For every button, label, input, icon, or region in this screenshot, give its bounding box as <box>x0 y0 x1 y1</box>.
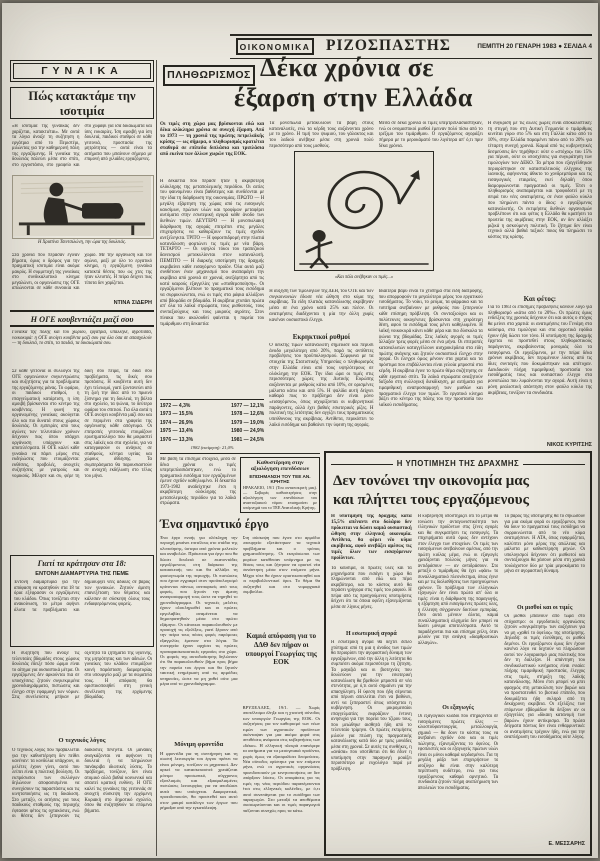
project-headline: Ένα σημαντικό έργο <box>160 517 269 531</box>
devaluation-subhead-exports: Οι εξαγωγές <box>442 705 474 711</box>
gynaika-body-mid: Στα χρόνια που πέρασαν έγιναν βήματα, όμως ο δρόμος για την πραγματική ισοτιμία είναι ακόμα μακρύς. Η συμμετοχή της γυναίκας στο συνδικαλιστικό κίνημα μεγαλώνει, οι οργανώσεις της ΟΓΕ απλώνονται σε κάθε συνοικία και χωριό. Με την οργάνωση και τον αγώνα, μαζί με όλο το εργατικό κίνημα, η εργαζόμενη γυναίκα κατακτά θέσεις που ως χτες της ήταν κλειστές. Η πείρα δείχνει πως τίποτα δεν χαρίζεται. <box>12 253 152 291</box>
gynaika-body-top: «Η ισοτιμία της γυναίκας δεν χαρίζεται, κατακτιέται». Με αυτά τα λόγια άνοιξε τη συζήτηση η εργάτρια από το Περιστέρι, μιλώντας για την καθημερινή πάλη της εργαζόμενης. Η γυναίκα της δουλειάς παλεύει μέσα στο σπίτι, στο εργοστάσιο, στο γραφείο και στο χωράφι για ίσα δικαιώματα και ίσες ευκαιρίες. Ίση αμοιβή για ίση δουλειά, παιδικοί σταθμοί σε κάθε γειτονιά, προστασία της μητρότητας — αυτά είναι τα αιτήματα που μπαίνουν σήμερα με επιμονή από χιλιάδες εργαζόμενες. <box>12 124 152 168</box>
devaluation-col-3 <box>504 514 585 849</box>
inflation-cartoon-drawing <box>295 152 433 270</box>
inflation-headline-line1: Δέκα χρόνια σε <box>260 53 434 82</box>
project-col-a <box>160 535 238 855</box>
devaluation-col3-text-b: Οι μισθοί μπαίνουν από τώρα στο στόχαστρο: οι εργοδοτικές οργανώσεις ζητούν «συγκράτηση» των αυξήσεων για να μη «χαθεί το όφελος» της υποτίμησης. Δηλαδή: οι τιμές ελεύθερες, οι μισθοί δεμένοι. Οι εργαζόμενοι όμως δεν έχουν κανένα λόγο να δεχτούν να πληρώσουν αυτοί τον λογαριασμό μιας πολιτικής που δεν τη διάλεξαν. Η απάντηση του συνδικαλιστικού κινήματος είναι ενιαία: πλήρης τιμαριθμική προστασία, έλεγχος στις τιμές, στήριξη της λαϊκής κατανάλωσης. Μόνο έτσι μπορεί να μπει φραγμός στη μετακύλιση των βαρών και να προστατευθεί το βιοτικό επίπεδο, που δοκιμάζεται ήδη σκληρά από τη δεκάχρονη ακρίβεια. Οι εξελίξεις των επόμενων εβδομάδων θα δείξουν αν οι εξαγγελίες για «δίκαιη κατανομή των βαρών» έχουν αντίκρισμα. Τα πρώτα δείγματα πάντως δεν είναι ενθαρρυντικά: οι ανατιμήσεις τρέχουν ήδη, ενώ για την αναπλήρωση του εισοδήματος ούτε λόγος. <box>504 614 585 740</box>
inflation-col4-text-a: Η σύγκριση με τις άλλες χώρες είναι αποκαλυπτική: τη στιγμή που στη Δυτική Γερμανία ο τιμάριθμος κινείται γύρω στο 5% και στη Γαλλία κάτω από το 10%, στην Ελλάδα παραμένει πάνω από το 20% για τέταρτη συνεχή χρονιά. Καμιά από τις κυβερνητικές δεσμεύσεις δεν τηρήθηκε: ούτε ο «στόχος» του 15% για πέρυσι, ούτε οι υποσχέσεις για συγκράτηση των τιμολογίων των ΔΕΚΟ. Τα μέτρα που εξαγγέλθηκαν περιορίστηκαν σε κατασταλτικούς ελέγχους της λιανικής, αφήνοντας άθικτο το χονδρεμπόριο και τις εισαγωγικές εταιρείες, εκεί δηλαδή όπου διαμορφώνονται πραγματικά οι τιμές. Έτσι ο πληθωρισμός αναπαράγεται και τροφοδοτεί με τη σειρά του νέες ανατιμήσεις, σε έναν φαύλο κύκλο που πληρώνει πάντα ο ίδιος: ο εργαζόμενος καταναλωτής. Οι εκτιμήσεις διεθνών οργανισμών προβλέπουν ότι και φέτος η Ελλάδα θα κρατήσει τα πρωτεία της ακρίβειας στην ΕΟΚ, αν δεν αλλάξει ριζικά η ασκούμενη πολιτική. Το ζήτημα δεν είναι τεχνικό αλλά βαθιά ταξικό: ποιος θα πληρώσει το κόστος της κρίσης. <box>487 121 592 241</box>
gynaika-section-title: ΓΥΝΑΙΚΑ <box>13 63 151 79</box>
column-divider-rule <box>156 60 157 856</box>
project-article-body <box>160 535 320 855</box>
cartoon-caption: «Και πάλι ανέβηκαν οι τιμές...» <box>334 275 394 280</box>
inflation-col3-text-a: Μέσα σε δέκα χρόνια οι τιμές υπερτριπλασιάστηκαν, ενώ οι ονομαστικοί μισθοί έμειναν πολύ πίσω από το τρέξιμο του τιμάριθμου. Ο εργαζόμενος αγοράζει σήμερα με το μεροκάματό του λιγότερα απ' ό,τι πριν δέκα χρόνια. <box>378 121 483 149</box>
eok-headline: Καμιά απόφαση για το ΔΔΘ δεν πήραν οι υπουργοί Γεωργίας της ΕΟΚ <box>245 632 317 667</box>
devaluation-col2-text-a: Η κυβέρνηση υποστηρίζει ότι το μέτρο θα τονώσει την ανταγωνιστικότητα των ελληνικών προϊόντων στις ξένες αγορές και θα συγκρατήσει τις εισαγωγές. Τα επιχειρήματα αυτά όμως δεν αντέχουν στον έλεγχο των στοιχείων. Οι τιμές των εισαγόμενων ανεβαίνουν αμέσως, από την πρώτη κιόλας μέρα, ενώ οι εξαγωγές χρειάζονται πολλούς μήνες για να αντιδράσουν — αν αντιδράσουν. Στο μεταξύ ο τιμάριθμος θα έχει «φάει» το συναλλαγματικό πλεονέκτημα, όπως έγινε και με τις διολισθήσεις των προηγούμενων χρόνων. Το πρόβλημα των ελληνικών εξαγωγών δεν είναι πρώτα απ' όλα οι τιμές: είναι η διάρθρωση της παραγωγής, η εξάρτηση από εισαγόμενες πρώτες ύλες, η έλλειψη σύγχρονων δικτύων εμπορίας. Όσο αυτά μένουν άλυτα, καμιά συναλλαγματική αλχημεία δεν μπορεί να δώσει μόνιμα αποτελέσματα. Αυτό το παραδέχονται πια και επίσημα χείλη, όταν μιλούν για την ανάγκη «διαρθρωτικών αλλαγών». <box>417 514 499 646</box>
oge-section-header: Η ΟΓΕ κουβεντιάζει μαζί σου <box>10 310 154 327</box>
devaluation-box-header <box>331 458 585 470</box>
devaluation-subhead-wages: Οι μισθοί και οι τιμές <box>516 605 573 611</box>
project-col-a-top: Ένα έργο πνοής για ολόκληρη την περιοχή μπαίνει επιτέλους στο στάδιο της υλοποίησης, ύστερα από χρόνια μελετών και αναβολών. Πρόκειται για έργο που θα δώσει δουλειά σε εκατοντάδες εργαζόμενους στη διάρκεια της κατασκευής του και θα αλλάξει τη φυσιογνωμία της περιοχής. Οι πιστώσεις που έχουν εγγραφεί στον προϋπολογισμό κρίνονται πάντως ανεπαρκείς από τους φορείς, που ζητούν την άμεση αναπροσαρμογή τους ώστε να τηρηθεί το χρονοδιάγραμμα. Οι τεχνικές μελέτες έχουν ολοκληρωθεί και οι πρώτες εργολαβίες αναμένεται να δημοπρατηθούν μέσα στο πρώτο εξάμηνο. Οι κάτοικοι παρακολουθούν με προσοχή τις εξελίξεις, γιατί ξέρουν από την πείρα τους πόσες φορές παρόμοιες εξαγγελίες έμειναν στα λόγια. Τα συνεργεία έχουν αρχίσει τις πρώτες προπαρασκευαστικές εργασίες στο χώρο. Οι φορείς της αυτοδιοίκησης δηλώνουν ότι θα παρακολουθούν βήμα προς βήμα την πορεία του έργου και θα ζητούν τακτική ενημέρωση από τις αρμόδιες υπηρεσίες, ώστε να μη χαθεί ούτε μια μέρα από το χρονοδιάγραμμα. <box>160 535 238 686</box>
gynaika-body-low: Η συζήτηση που άνοιξε τις τελευταίες βδομάδες στους χώρους δουλειάς έδειξε πόσο ώριμο είναι το αίτημα για ουσιαστικά μέτρα. Οι εργαζόμενες δεν αρκούνται πια σε υποσχέσεις: ζητούν συγκεκριμένα χρονοδιαγράμματα, πιστώσεις και έλεγχο στην εφαρμογή των νόμων. Στις συνελεύσεις μπήκαν με οξύτητα τα ζητήματα της υγιεινής, της μητρότητας και των αδειών. Οι γυναίκες του κλάδου ετοιμάζουν κοινή παράσταση διαμαρτυρίας στο υπουργείο μαζί με τα σωματεία τους. Η απόφαση θα οριστικοποιηθεί στη γενική συνέλευση της ερχόμενης βδομάδας. <box>12 651 152 700</box>
inflation-headline-line2: έξαρση στην Ελλάδα <box>234 83 473 112</box>
inflation-col2-text-a: Τα μονοπώλια μετακυλίουν τα βάρη στους καταναλωτές, ενώ τα κέρδη τους αυξάνονται χρόνο με το χρόνο. Η τιμή του ψωμιού, του γάλακτος και του λαδιού ανέβηκε μέσα στη χρονιά πολύ περισσότερο από τους μισθούς. <box>269 121 374 149</box>
sewing-caption: Η Χριστίνα Τσιντσιλώνη, την ώρα της δουλειάς. <box>37 240 127 245</box>
inflation-byline: ΝΙΚΟΣ ΚΥΡΙΤΣΗΣ <box>546 442 592 448</box>
inflation-col4-text-b: Για το 1983 οι επίσημες προβλέψεις κάνουν λόγο για πληθωρισμό «κάτω από το 20%». Οι πρώτες όμως ενδείξεις της χρονιάς δείχνουν ότι και αυτός ο στόχος θα μείνει στα χαρτιά: οι ανατιμήσεις του Γενάρη στα καύσιμα, στα τιμολόγια και στα αγροτικά εφόδια έχουν ήδη δώσει τον τόνο. Η υποτίμηση της δραχμής έρχεται να προστεθεί στους πληθωριστικούς παράγοντες, ακριβαίνοντας μονομιάς όλα τα εισαγόμενα. Οι εργαζόμενοι, με την πείρα δέκα χρόνων ακρίβειας, δεν περιμένουν λύσεις από τις ίδιες συνταγές που δοκιμάστηκαν και απέτυχαν. Διεκδικούν πλήρη τιμαριθμική προστασία του εισοδήματός τους και ουσιαστικό έλεγχο στα μονοπώλια που λυμαίνονται την αγορά. Αυτή είναι η μόνη ρεαλιστική απάντηση στον φαύλο κύκλο της ακρίβειας, τονίζουν τα συνδικάτα. <box>487 305 592 396</box>
gynaika-body-bottom: Ο τεχνικός λόγος που προβάλλεται για την καθυστέρηση δεν πείθει κανέναν: τα κονδύλια υπάρχουν, οι μελέτες έχουν γίνει, αυτό που λείπει είναι η πολιτική βούληση. Οι εκπρόσωποι των συλλόγων δηλώνουν αποφασισμένοι να συνεχίσουν τις παραστάσεις και τις κινητοποιήσεις ως τη δικαίωση. Στο μεταξύ, οι αιτήσεις για τους παιδικούς σταθμούς της περιοχής έφτασαν φέτος τις οχτακόσιες, ενώ οι θέσεις δεν ξεπερνούν τις διακόσιες πενήντα. Οι μανάδες αναγκάζονται να αφήνουν τη δουλειά ή να πληρώνουν πανάκριβα ιδιωτικές λύσεις. Το πρόβλημα, τονίζουν, δεν είναι ατομικό αλλά βαθιά κοινωνικό και απαιτεί κρατική ευθύνη. Η ΟΓΕ καλεί τις γυναίκες της γειτονιάς σε ανοιχτή σύσκεψη την ερχόμενη Κυριακή στο δημοτικό σχολείο, όπου θα συζητηθούν τα επόμενα βήματα. <box>12 748 152 819</box>
tee-box-subtitle: ΕΠΙΣΗΜΑΝΣΗ ΤΟΥ ΤΕΕ ΑΝ. ΚΡΗΤΗΣ <box>249 473 311 485</box>
devaluation-headline-line1: Δεν τονώνει την οικονομία μας <box>333 473 529 489</box>
gynaika-byline: ΝΤΙΝΑ ΣΙΔΕΡΗ <box>113 300 152 306</box>
tee-box-title: Καθυστέρηση στην αξιολόγηση επενδύσεων <box>250 460 310 473</box>
section-label: ΟΙΚΟΝΟΜΙΚΑ <box>239 42 311 52</box>
kept-at-18-title: Γιατί τα κράτησαν στα 18: <box>37 559 127 568</box>
devaluation-col1-text-a: Τα καύσιμα, οι πρώτες ύλες και τα μηχανήματα που εισάγει η χώρα θα πληρώνονται από εδώ και πέρα ακριβότερα, και το κόστος αυτό θα περάσει γρήγορα στις τιμές του ραφιού. Η πείρα από τις προηγούμενες υποτιμήσεις δείχνει ότι τα όποια οφέλη εξανεμίζονται μέσα σε λίγους μήνες. <box>331 566 412 610</box>
oge-intro: Γυναίκα της πόλης και του χωριού, εργάτρια, υπάλληλε, αγρότισσα, νοικοκυρά: η ΟΓΕ ανοίγει κουβέντα μαζί σου για όλα όσα σε απασχολούν — τη δουλειά, το σπίτι, τα παιδιά, τα δικαιώματά σου. <box>12 330 152 346</box>
inflation-lead: Οι τιμές στη χώρα μας βρίσκονται εδώ και δέκα ολόκληρα χρόνια σε συνεχή έξαρση. Από το 1973 — τη χρονιά της πρώτης πετρελαϊκής κρίσης — ως σήμερα, ο πληθωρισμός κρατιέται σταθερά σε επίπεδα διπλάσια και τριπλάσια από εκείνα των άλλων χωρών της ΕΟΚ. <box>160 121 265 157</box>
devaluation-col-2 <box>418 514 499 849</box>
inflation-kicker-box: ΠΛΗΘΩΡΙΣΜΟΣ <box>163 65 255 86</box>
masthead: ΡΙΖΟΣΠΑΣΤΗΣ <box>326 37 451 54</box>
inflation-table-note: 1982 (εκτίμηση): 21,0% <box>190 445 234 450</box>
gynaika-subhead-bottom: Ο τεχνικός λόγος <box>58 737 106 744</box>
header-rule-top <box>230 34 592 36</box>
devaluation-article-body <box>331 514 585 849</box>
inflation-table <box>160 399 264 451</box>
inflation-col2-text-c: Ο δείκτης τιμών καταναλωτή σημείωσε και πέρυσι άνοδο μεγαλύτερη από 20%, παρά τις αντίθετες προβλέψεις του προϋπολογισμού. Σύμφωνα με τα στοιχεία της Στατιστικής Υπηρεσίας ο πληθωρισμός στην Ελλάδα είναι από τους υψηλότερους σε ολόκληρη την ΕΟΚ. Την ίδια ώρα οι τιμές στις περισσότερες χώρες της Δυτικής Ευρώπης αυξάνονται με ρυθμούς κάτω από 10%, σε ορισμένες μάλιστα κάτω και από 5%. Η ψαλίδα αυτή δείχνει καθαρά πως το πρόβλημα δεν είναι μόνο «εισαγόμενο», όπως ισχυρίζονται οι κυβερνητικοί παράγοντες, αλλά έχει βαθιές εσωτερικές ρίζες. Η πολιτική της λιτότητας δεν αγγίζει τους πραγματικούς υπεύθυνους της ακρίβειας. Αντίθετα, περικόπτει το λαϊκό εισόδημα και βαθαίνει την ύφεση της αγοράς. <box>269 343 374 428</box>
inflation-col3-text-c: Ιδιαίτερα βαρύ είναι το χτύπημα στα είδη διατροφής, που απορροφούν το μεγαλύτερο μέρος του εργατικού εισοδήματος. Το νοίκι, το ρεύμα, τα φάρμακα και τα εισιτήρια ανεβαίνουν με ρυθμούς που ξεπερνούν κάθε επίσημη πρόβλεψη. Οι συνταξιούχοι και οι πολύτεκνες οικογένειες βρίσκονται στη χειρότερη θέση, αφού το εισόδημά τους μένει καθηλωμένο. Η λαϊκή νοικοκυρά κάνει κάθε μέρα και πιο δύσκολα τα ψώνια της βδομάδας. Στις λαϊκές αγορές οι τιμές άλλαξαν τρεις φορές μέσα σε ένα μήνα. Οι επιτροπές καταναλωτών καταγγέλλουν αισχροκέρδεια στα είδη πρώτης ανάγκης και ζητούν ουσιαστικό έλεγχο στην αγορά. Οι έλεγχοι όμως μένουν στα χαρτιά και τα πρόστιμα που επιβάλλονται είναι γελοία μπροστά στα κέρδη. Η ακρίβεια έγινε το πρώτο θέμα συζήτησης σε κάθε εργατικό σπίτι. Τα λαϊκά στρώματα αναζητούν διέξοδο στη συλλογική διεκδίκηση, με αιτήματα για τιμαριθμική αναπροσαρμογή των μισθών και πραγματικό έλεγχο των τιμών. Το εργατικό κίνημα βάζει στο κέντρο της πάλης του την προστασία του λαϊκού εισοδήματος. <box>378 289 483 409</box>
project-subhead-care: Μόνιμη φροντίδα <box>174 741 224 748</box>
devaluation-col-1 <box>331 514 412 849</box>
sewing-illustration-drawing <box>13 176 151 236</box>
project-col-b-bottom: ΒΡΥΞΕΛΛΕΣ, 19/1. — Χωρίς αποτέλεσμα έληξε και η χτεσινή σύνοδος των υπουργών Γεωργίας της ΕΟΚ. Οι συζητήσεις για τον καθορισμό των νέων τιμών των αγροτικών προϊόντων σκόνταψαν για μια ακόμα φορά στις αντιθέσεις ανάμεσα στις κυβερνήσεις των «δέκα». Η ελληνική πλευρά επανέφερε τα αιτήματα για τα μεσογειακά προϊόντα, χωρίς όμως να εξασφαλίσει δεσμεύσεις. Νέα σύνοδος ορίστηκε για τον επόμενο μήνα, ενώ οι αγροτικές οργανώσεις προειδοποιούν με κινητοποιήσεις αν δεν υπάρξουν λύσεις. Οι αποφάσεις για τις τιμές της νέας περιόδου παραπέμπονται έτσι στις ελληνικές καλένδες, με ό,τι αυτό συνεπάγεται για το εισόδημα των παραγωγών. Στο μεταξύ τα αποθέματα συσσωρεύονται και οι τιμές παραγωγού πιέζονται συνεχώς προς τα κάτω. <box>242 705 320 813</box>
devaluation-box-header-label: Η ΥΠΟΤΙΜΗΣΗ ΤΗΣ ΔΡΑΧΜΗΣ <box>396 459 520 468</box>
devaluation-lead: Η υποτίμηση της δραχμής κατά 15,5% απέναντι στο δολάριο δεν πρόκειται να δώσει καμιά ουσιαστική ώθηση στην ελληνική οικονομία. Αντίθετα, θα φέρει νέο κύμα ακρίβειας, αφού ανεβάζει αμέσως τις τιμές όλων των εισαγόμενων προϊόντων. <box>331 514 412 561</box>
devaluation-headline <box>333 472 585 510</box>
devaluation-col1-text-b: Η εσωτερική αγορά θα δεχτεί διπλό χτύπημα: από τη μια η άνοδος των τιμών θα περιορίσει την αγοραστική δύναμη των εργαζομένων, από την άλλη η λιτότητα θα συμπιέσει ακόμα περισσότερο τη ζήτηση. Τα μαγαζιά και οι βιοτεχνίες που δουλεύουν για την εσωτερική κατανάλωση θα βρεθούν μπροστά σε νέα στενότητα, με ό,τι αυτό σημαίνει για την απασχόληση. Η ύφεση που ήδη σέρνεται από πέρυσι απειλείται έτσι να βαθύνει, αντί να ξεπεραστεί όπως υπόσχεται η κυβέρνηση. Οι μικρομεσαίοι επαγγελματίες εκφράζουν έντονη ανησυχία για την πορεία του τζίρου τους, που μειώθηκε αισθητά ήδη από το τελευταίο τρίμηνο. Οι πρώτες εκτιμήσεις μιλούν για πτώση της πραγματικής κατανάλωσης κατά δύο με τρεις μονάδες μέσα στη χρονιά. Σε αυτές τις συνθήκες, η «ανάσα» που υποτίθεται ότι θα έδινε η υποτίμηση στην παραγωγή μοιάζει περισσότερο με ευχολόγιο παρά με πρόβλεψη. <box>331 640 412 772</box>
inflation-col2-text-b: Η αύξηση των τιμολογίων της ΔΕΗ, του ΟΤΕ και των συγκοινωνιών έδωσε νέα ώθηση στο κύμα της ακρίβειας. Τα είδη πλατιάς κατανάλωσης ακρίβηναν μέσα σε ένα χρόνο κατά 25% και πλέον. Οι ανατιμήσεις διαδέχονται η μία την άλλη χωρίς κανέναν ουσιαστικό έλεγχο. <box>269 289 374 323</box>
inflation-tail-text: Με βάση τα επίσημα στοιχεία, μέσα σε δέκα χρόνια οι τιμές υπερτριπλασιάστηκαν, ενώ το πραγματικό εισόδημα των εργαζομένων έμεινε σχεδόν καθηλωμένο. Η δεκαετία 1973-1982 αναδείχτηκε έτσι η ακριβότερη ολόκληρης της μεταπολεμικής περιόδου για τα λαϊκά στρώματα. <box>160 457 236 506</box>
tee-box-body: ΗΡΑΚΛΕΙΟ, 19/1 (Του ανταποκριτή μας). — Σοβαρές καθυστερήσεις στην αξιολόγηση των επενδύσεων του αναπτυξιακού νόμου επισημαίνει με υπόμνημά του το ΤΕΕ Ανατολικής Κρήτης. <box>243 486 317 510</box>
kept-at-18-body: Έντονη διαμαρτυρία για την απόφαση να κρατηθούν στα 18 τα όρια εξέφρασαν οι εργαζόμενες του κλάδου. Όπως τονίζεται στην ανακοίνωση, το μέτρο αφήνει άλυτα τα προβλήματα και δημιουργεί νέες αδικίες σε βάρος των γυναικών. Ζητούν άμεση επανεξέταση του θέματος και κάλεσαν σε σύσκεψη όλους τους ενδιαφερόμενους φορείς. <box>14 580 150 613</box>
devaluation-byline: Ε. ΜΕΣΣΑΡΗΣ <box>548 841 585 847</box>
sewing-illustration <box>12 175 154 239</box>
devaluation-col3-text-a: Το βάρος της υποτίμησης θα το σηκώσουν για μια ακόμα φορά οι εργαζόμενοι, που θα δουν το πραγματικό τους εισόδημα να συρρικνώνεται από το νέο κύμα ανατιμήσεων. Η ΑΤΑ, όπως εφαρμόζεται, καλύπτει μόνο μέρος της απώλειας και μάλιστα με καθυστέρηση μηνών. Οι υπολογισμοί δείχνουν ότι μισθωτοί και συνταξιούχοι θα χάσουν μέσα στη χρονιά τουλάχιστον δύο με τρία μεροκάματα το μήνα σε αγοραστική δύναμη. <box>504 514 585 574</box>
tee-box <box>240 457 320 513</box>
devaluation-box <box>324 451 592 856</box>
dateline: ΠΕΜΠΤΗ 20 ΓΕΝΑΡΗ 1983 ● ΣΕΛΙΔΑ 4 <box>477 43 592 50</box>
oge-body: Σε κάθε γειτονιά οι σύλλογοι της ΟΓΕ οργανώνουν συγκεντρώσεις και συζητήσεις για τα προβλήματα της εργαζόμενης μάνας. Το ωράριο, οι παιδικοί σταθμοί, η επαγγελματική κατάρτιση, η ίση αμοιβή βρίσκονται στο κέντρο της κουβέντας. Η φωνή της οργανωμένης γυναίκας ακούγεται όλο και πιο δυνατά στους χώρους δουλειάς. Οι εμπειρίες από τους αγώνες των τελευταίων χρόνων δείχνουν πως όπου υπάρχει οργάνωση υπάρχουν και αποτελέσματα. Η ΟΓΕ καλεί κάθε γυναίκα να πάρει μέρος στις εκδηλώσεις που ετοιμάζονται: εκθέσεις, προβολές, ανοιχτές συζητήσεις με γιατρούς και νομικούς. Μίλησε και συ, φέρε τη δική σου πείρα, τα δικά σου προβλήματα, τις δικές σου προτάσεις. Η κουβέντα αυτή δεν έχει τελειωμό, γιατί ζωντανεύει από τη ζωή την ίδια: από το πρωινό ξύπνημα για τη δουλειά, τη βόλτα στο σχολείο, τα ψώνια, το δεύτερο ωράριο του σπιτιού. Για όλα αυτά η ΟΓΕ ανοίγει κουβέντα μαζί σου και σε περιμένει στα γραφεία της οργάνωσης κάθε απόγευμα. Οι επιτροπές γειτονιάς ετοιμάζουν ερωτηματολόγιο που θα μοιραστεί στις λαϊκές και στα σχολεία, για να καταγραφούν οι ανάγκες σε σταθμούς, κέντρα υγείας και χώρους άθλησης. Τα συμπεράσματα θα παρουσιαστούν σε ανοιχτή εκδήλωση στο τέλος του μήνα. <box>12 369 152 479</box>
devaluation-headline-line2: και πλήττει τους εργαζόμενους <box>333 491 529 508</box>
inflation-subhead-year: Και φέτος: <box>523 295 557 303</box>
inflation-cartoon <box>294 151 434 271</box>
project-col-b-top: Στη σύσκεψη που έγινε στο αρμόδιο υπουργείο εξετάστηκαν τα τεχνικά προβλήματα και ο τρόπος χρηματοδότησης. Οι εκπρόσωποι των φορέων κατέθεσαν υπόμνημα με τις θέσεις τους και ζήτησαν να οριστεί νέα συνάντηση μέσα στον επόμενο μήνα. Μέχρι τότε θα έχουν οριστικοποιηθεί και οι περιβαλλοντικοί όροι. Το θέμα θα συζητηθεί και στο νομαρχιακό συμβούλιο. <box>242 535 320 595</box>
inflation-col-4 <box>488 121 592 451</box>
inflation-subhead-rates: Εκρηκτικοί ρυθμοί <box>292 333 351 341</box>
gynaika-headline: Πώς κατακτάμε την ισοτιμία <box>10 87 154 119</box>
gynaika-section-box <box>10 60 154 82</box>
project-col-a-bottom: Η φροντίδα για τη συντήρηση και τη σωστή λειτουργία του έργου πρέπει να είναι μόνιμη, τονίζουν οι μηχανικοί. Δεν αρκεί να κατασκευαστεί: χρειάζεται μόνιμο προσωπικό, σύγχρονος εξοπλισμός και εξασφαλισμένες πιστώσεις λειτουργίας για να αποδώσει αυτά που υπόσχεται. Διαφορετικά, προειδοποιούν, θα προστεθεί και αυτό στον μακρύ κατάλογο των έργων που ρήμαξαν από την εγκατάλειψη. <box>160 751 238 811</box>
project-col-b <box>243 535 321 855</box>
inflation-col-1 <box>160 121 264 451</box>
newspaper-page <box>2 3 598 858</box>
kept-at-18-box <box>10 555 154 647</box>
mid-strip-top-row <box>160 457 320 513</box>
devaluation-subhead-market: Η εσωτερική αγορά <box>345 631 397 637</box>
mid-divider-rule <box>160 453 320 454</box>
kept-at-18-subtitle: ΕΝΤΟΝΗ ΔΙΑΜΑΡΤΥΡΙΑ ΤΗΣ ΠΕΜΕ <box>35 571 129 577</box>
devaluation-col2-text-b: Οι εξαγωγικοί κλάδοι που στηρίζονται σε εισαγόμενες πρώτες ύλες — κλωστοϋφαντουργία, μεταλλουργία, χημικά — θα δουν το κόστος τους να ανεβαίνει σχεδόν όσο και οι τιμές πώλησης, εξανεμίζοντας το όφελος. Οι εφοπλιστές και οι εξαγωγείς πρώτων υλών είναι οι μόνοι καθαρά κερδισμένοι. Για τη μεγάλη μάζα των επιχειρήσεων το ισοζύγιο θα είναι στην καλύτερη περίπτωση ουδέτερο, ενώ για τους εργαζόμενους καθαρά αρνητικό. Τα συνδικάτα ζητούν πλήρη αναπλήρωση των απωλειών του εισοδήματος. <box>417 714 499 791</box>
inflation-col1-text: Η δεκαετία που πέρασε ήταν η ακριβότερη ολόκληρης της μεταπολεμικής περιόδου. Οι αιτίες του φαινομένου είναι βαθύτερες και συνδέονται με την ίδια τη διάρθρωση της οικονομίας. ΠΡΩΤΟ — Η μεγάλη εξάρτηση της χώρας από τις εισαγωγές καυσίμων, πρώτων υλών και τροφίμων μεταφέρει αυτόματα στην εσωτερική αγορά κάθε άνοδο των διεθνών τιμών. ΔΕΥΤΕΡΟ — Η μονοπωλιακή διάρθρωση της αγοράς επιτρέπει στις μεγάλες επιχειρήσεις να καθορίζουν τις τιμές σχεδόν ανεξέλεγκτα. ΤΡΙΤΟ — Η φοροεπιδρομή στην πλατιά κατανάλωση φορτώνει τις τιμές με νέα βάρη. ΤΕΤΑΡΤΟ — Οι υψηλοί τόκοι του τραπεζικού δανεισμού μετακυλίονται στον καταναλωτή. ΠΕΜΠΤΟ — Η διαρκής υποτίμηση της δραχμής ακριβαίνει κάθε εισαγόμενο προϊόν. Όλα αυτά μαζί συνθέτουν έναν μηχανισμό που αναπαράγει την ακρίβεια από χρονιά σε χρονιά, ανεξάρτητα από τις κατά καιρούς εξαγγελίες για «σταθεροποίηση». Οι εργαζόμενοι βλέπουν το πραγματικό τους εισόδημα να συρρικνώνεται, ενώ οι τιμές στα ράφια αλλάζουν από βδομάδα σε βδομάδα. Η ακρίβεια χτυπάει πρώτα απ' όλα τα λαϊκά στρώματα, τους μισθωτούς, τους συνταξιούχους και τους μικρούς αγρότες. Στον πίνακα που ακολουθεί φαίνεται η πορεία του τιμάριθμου στη δεκαετία: <box>160 179 265 327</box>
inflation-table-rows: 1972 — 4,3% 1977 — 12,1% 1973 — 15,5% 1978 — 12,6% 1974 — 26,9% 1979 — 19,0% 1975 — 13,4% 1980 — 24,9% 1976 — 13,3% 1981 — 24,5% <box>160 402 265 443</box>
